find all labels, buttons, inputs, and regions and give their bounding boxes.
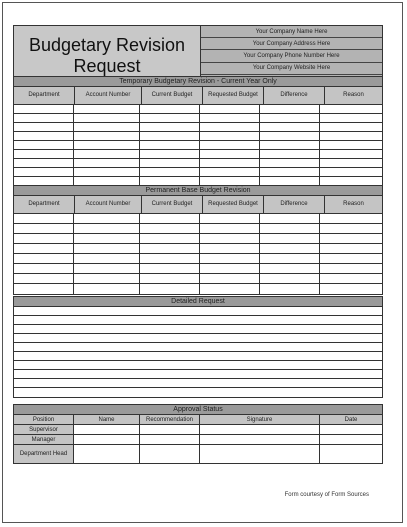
recommendation-cell[interactable] [140,425,200,434]
entry-cell[interactable] [140,159,200,167]
detail-line[interactable] [14,343,382,352]
entry-cell[interactable] [14,254,74,263]
entry-cell[interactable] [140,105,200,113]
entry-cell[interactable] [260,123,320,131]
entry-cell[interactable] [260,168,320,176]
section-title: Approval Status [14,405,382,415]
signature-cell[interactable] [200,435,320,444]
date-cell[interactable] [320,435,382,444]
entry-cell[interactable] [200,123,260,131]
section-title: Permanent Base Budget Revision [14,186,382,196]
entry-cell[interactable] [260,284,320,294]
entry-cell[interactable] [74,284,140,294]
entry-cell[interactable] [74,214,140,223]
entry-cell[interactable] [260,234,320,243]
entry-cell[interactable] [320,123,382,131]
entry-cell[interactable] [140,214,200,223]
col-requested-budget: Requested Budget [203,196,264,213]
detail-line[interactable] [14,316,382,325]
entry-cell[interactable] [320,264,382,273]
entry-cell[interactable] [200,132,260,140]
col-position: Position [14,415,74,424]
entry-cell[interactable] [260,141,320,149]
entry-cell[interactable] [320,214,382,223]
entry-cell[interactable] [14,244,74,253]
name-cell[interactable] [74,445,140,463]
table-row [14,150,382,159]
entry-cell[interactable] [14,105,74,113]
entry-cell[interactable] [200,254,260,263]
col-difference: Difference [264,87,325,104]
table-row [14,168,382,177]
column-header-row [14,87,382,105]
section-title: Temporary Budgetary Revision - Current Year Only [14,77,382,87]
entry-cell[interactable] [320,224,382,233]
col-account-number: Account Number [75,87,142,104]
entry-cell[interactable] [260,105,320,113]
approval-row-manager [14,435,382,445]
col-current-budget: Current Budget [142,196,203,213]
entry-cell[interactable] [14,159,74,167]
entry-grid[interactable] [14,214,382,294]
table-row [14,224,382,234]
entry-cell[interactable] [260,214,320,223]
entry-cell[interactable] [200,105,260,113]
entry-cell[interactable] [14,123,74,131]
detail-line[interactable] [14,307,382,316]
entry-cell[interactable] [140,284,200,294]
detail-line[interactable] [14,379,382,388]
entry-cell[interactable] [260,132,320,140]
approval-header-row [14,415,382,425]
footer-credit: Form courtesy of Form Sources [284,492,369,498]
recommendation-cell[interactable] [140,435,200,444]
table-row [14,214,382,224]
entry-cell[interactable] [200,244,260,253]
col-date: Date [344,416,358,423]
entry-cell[interactable] [14,132,74,140]
col-signature: Signature [200,415,320,424]
entry-cell[interactable] [200,224,260,233]
entry-cell[interactable] [320,150,382,158]
entry-cell[interactable] [320,244,382,253]
detail-line[interactable] [14,361,382,370]
entry-cell[interactable] [140,244,200,253]
col-reason: Reason [343,92,364,98]
entry-cell[interactable] [140,150,200,158]
entry-cell[interactable] [320,234,382,243]
entry-cell[interactable] [14,114,74,122]
temporary-revision-section [13,76,383,187]
entry-cell[interactable] [74,244,140,253]
col-recommendation: Recommendation [140,415,200,424]
entry-cell[interactable] [74,105,140,113]
table-row [14,284,382,294]
position-label: Department Head [14,445,74,463]
entry-cell[interactable] [200,141,260,149]
col-requested-budget: Requested Budget [203,87,264,104]
entry-cell[interactable] [140,264,200,273]
table-row [14,274,382,284]
entry-cell[interactable] [74,114,140,122]
entry-cell[interactable] [200,159,260,167]
detailed-request-section [13,296,383,398]
entry-cell[interactable] [200,114,260,122]
name-cell[interactable] [74,425,140,434]
entry-cell[interactable] [260,254,320,263]
table-row [14,264,382,274]
entry-cell[interactable] [140,274,200,283]
entry-cell[interactable] [14,264,74,273]
approval-row-supervisor [14,425,382,435]
company-name: Your Company Name Here [201,26,382,38]
column-header-row [14,196,382,214]
entry-cell[interactable] [200,264,260,273]
entry-cell[interactable] [320,105,382,113]
company-address: Your Company Address Here [201,38,382,50]
detail-line[interactable] [14,352,382,361]
date-cell[interactable] [320,425,382,434]
table-row [14,123,382,132]
table-row [14,254,382,264]
entry-cell[interactable] [200,284,260,294]
entry-cell[interactable] [320,274,382,283]
detail-lines[interactable] [14,307,382,397]
table-row [14,141,382,150]
entry-cell[interactable] [74,274,140,283]
entry-cell[interactable] [320,114,382,122]
entry-grid[interactable] [14,105,382,186]
entry-cell[interactable] [200,168,260,176]
entry-cell[interactable] [200,234,260,243]
entry-cell[interactable] [74,168,140,176]
date-cell[interactable] [320,445,382,463]
entry-cell[interactable] [320,254,382,263]
recommendation-cell[interactable] [140,445,200,463]
entry-cell[interactable] [14,168,74,176]
entry-cell[interactable] [260,274,320,283]
entry-cell[interactable] [260,150,320,158]
table-row [14,132,382,141]
company-website: Your Company Website Here [201,63,382,75]
entry-cell[interactable] [260,264,320,273]
entry-cell[interactable] [14,284,74,294]
entry-cell[interactable] [320,141,382,149]
position-label: Supervisor [14,425,74,434]
name-cell[interactable] [74,435,140,444]
entry-cell[interactable] [140,254,200,263]
table-row [14,114,382,123]
table-row [14,244,382,254]
section-title: Detailed Request [14,297,382,307]
entry-cell[interactable] [14,214,74,223]
entry-cell[interactable] [200,274,260,283]
col-account-number: Account Number [75,196,142,213]
entry-cell[interactable] [320,284,382,294]
entry-cell[interactable] [140,234,200,243]
entry-cell[interactable] [140,114,200,122]
entry-cell[interactable] [74,150,140,158]
entry-cell[interactable] [14,141,74,149]
table-row [14,159,382,168]
entry-cell[interactable] [320,159,382,167]
entry-cell[interactable] [140,168,200,176]
col-difference: Difference [264,196,325,213]
position-label: Manager [14,435,74,444]
entry-cell[interactable] [140,141,200,149]
signature-cell[interactable] [200,425,320,434]
entry-cell[interactable] [260,244,320,253]
table-row [14,105,382,114]
entry-cell[interactable] [14,224,74,233]
signature-cell[interactable] [200,445,320,463]
entry-cell[interactable] [14,234,74,243]
detail-line[interactable] [14,370,382,379]
entry-cell[interactable] [74,234,140,243]
table-row [14,234,382,244]
entry-cell[interactable] [74,159,140,167]
col-department: Department [14,87,75,104]
permanent-revision-section [13,185,383,295]
entry-cell[interactable] [200,150,260,158]
detail-line[interactable] [14,325,382,334]
col-current-budget: Current Budget [142,87,203,104]
entry-cell[interactable] [140,132,200,140]
entry-cell[interactable] [74,254,140,263]
entry-cell[interactable] [260,114,320,122]
approval-section [13,404,383,464]
entry-cell[interactable] [140,224,200,233]
col-name: Name [74,415,140,424]
entry-cell[interactable] [200,214,260,223]
entry-cell[interactable] [320,168,382,176]
col-department: Department [14,196,75,213]
detail-line[interactable] [14,334,382,343]
entry-cell[interactable] [74,264,140,273]
company-phone: Your Company Phone Number Here [201,50,382,62]
form-title: Budgetary Revision Request [14,26,201,86]
entry-cell[interactable] [320,132,382,140]
col-reason: Reason [343,201,364,207]
entry-cell[interactable] [14,274,74,283]
entry-cell[interactable] [260,159,320,167]
detail-line[interactable] [14,388,382,397]
approval-row-department-head [14,445,382,463]
entry-cell[interactable] [74,123,140,131]
entry-cell[interactable] [74,141,140,149]
entry-cell[interactable] [140,123,200,131]
entry-cell[interactable] [74,224,140,233]
entry-cell[interactable] [74,132,140,140]
entry-cell[interactable] [14,150,74,158]
entry-cell[interactable] [260,224,320,233]
